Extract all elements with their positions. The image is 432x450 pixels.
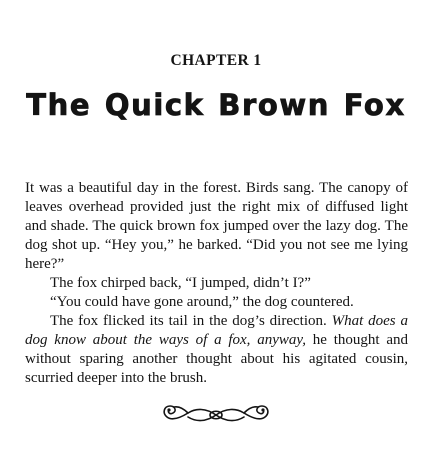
chapter-title: The Quick Brown Fox <box>26 88 406 122</box>
paragraph-2: The fox chirped back, “I jumped, didn’t I?” <box>50 275 311 291</box>
paragraph-4-text-before: The fox flicked its tail in the dog’s direction. <box>50 313 332 329</box>
chapter-body <box>25 179 408 388</box>
paragraph-3: “You could have gone around,” the dog countered. <box>50 294 354 310</box>
italic-thought: What does a dog know about the ways of a fox, anyway, <box>25 313 408 348</box>
paragraph-1: It was a beautiful day in the forest. Birds sang. The canopy of leaves overhead provided just the right mix of diffused light and shade. The quick brown fox jumped over the lazy dog. The dog shot up. “Hey you,” he barked. “Did you not see me lying here?” <box>25 180 408 272</box>
paragraph-4-text-after: he thought and without sparing another thought about his agitated cousin, scurried deeper into the brush. <box>25 332 409 386</box>
paragraph-4 <box>25 312 408 388</box>
flourish-divider-icon <box>158 396 274 434</box>
chapter-number: CHAPTER 1 <box>170 52 262 69</box>
